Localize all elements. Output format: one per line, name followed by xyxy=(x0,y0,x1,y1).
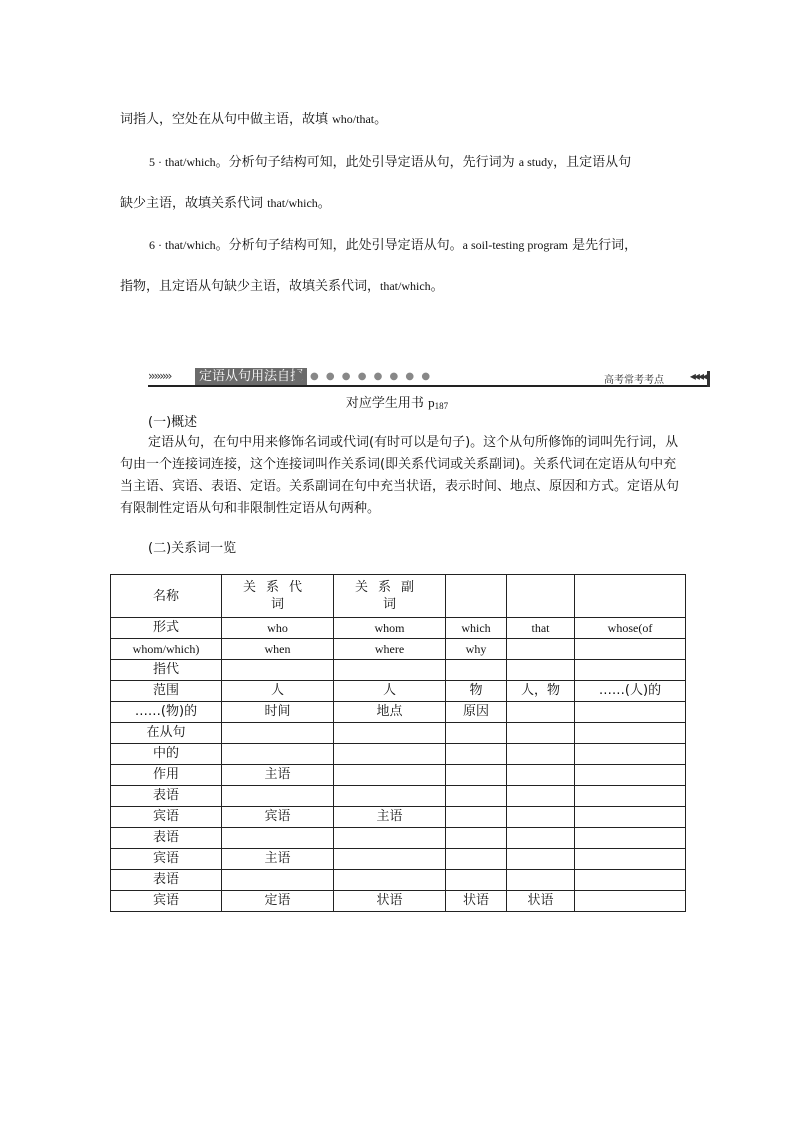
answer-item-5 xyxy=(149,151,631,170)
table-cell: 原因 xyxy=(446,702,507,723)
table-row xyxy=(111,765,686,786)
reference-p: p xyxy=(428,395,435,410)
table-cell xyxy=(575,891,686,912)
table-cell: 作用 xyxy=(111,765,222,786)
answer-item-6-text2: 是先行词， xyxy=(567,238,638,253)
table-cell: 宾语 xyxy=(111,891,222,912)
table-cell: 指代 xyxy=(111,660,222,681)
table-cell: 主语 xyxy=(222,765,334,786)
table-row xyxy=(111,660,686,681)
table-cell xyxy=(222,723,334,744)
table-row xyxy=(111,702,686,723)
table-cell: 表语 xyxy=(111,828,222,849)
answer-item-6 xyxy=(149,234,637,253)
table-cell: why xyxy=(446,639,507,660)
answer-item-5-line-2-cn: 缺少主语，故填关系代词 xyxy=(120,196,268,211)
table-cell xyxy=(507,639,575,660)
table-cell: 在从句 xyxy=(111,723,222,744)
section-1-heading: (一)概述 xyxy=(148,415,198,430)
table-cell: whose(of xyxy=(575,618,686,639)
table-cell: where xyxy=(334,639,446,660)
table-cell xyxy=(334,765,446,786)
answer-line-1-cn: 词指人，空处在从句中做主语，故填 xyxy=(120,112,333,127)
table-cell: 表语 xyxy=(111,870,222,891)
answer-item-5-line-2 xyxy=(120,192,331,211)
table-cell xyxy=(446,828,507,849)
table-cell xyxy=(334,744,446,765)
table-cell xyxy=(575,765,686,786)
banner-end-bar xyxy=(707,371,710,387)
table-cell xyxy=(222,870,334,891)
table-row xyxy=(111,723,686,744)
table-cell xyxy=(507,786,575,807)
answer-item-6-text: 。分析句子结构可知，此处引导定语从句。 xyxy=(215,238,463,253)
table-cell xyxy=(575,660,686,681)
answer-line-1 xyxy=(120,108,387,127)
table-cell: when xyxy=(222,639,334,660)
table-cell: whom xyxy=(334,618,446,639)
table-cell xyxy=(507,702,575,723)
table-cell: 人 xyxy=(334,681,446,702)
table-cell xyxy=(507,828,575,849)
table-cell xyxy=(507,744,575,765)
table-cell xyxy=(334,723,446,744)
table-cell: that xyxy=(507,618,575,639)
table-cell xyxy=(575,870,686,891)
table-cell xyxy=(507,660,575,681)
banner-title: 定语从句用法自探 xyxy=(195,368,307,385)
answer-line-1-end: 。 xyxy=(374,112,388,127)
table-cell xyxy=(334,786,446,807)
section-2-heading: (二)关系词一览 xyxy=(148,541,237,556)
answer-item-6-line-2-en: that/which xyxy=(380,279,431,293)
table-header-cell xyxy=(575,575,686,618)
section-banner xyxy=(148,368,710,388)
table-cell: 宾语 xyxy=(111,849,222,870)
table-cell xyxy=(507,870,575,891)
chevron-left-icon: ◂◂◂◂ xyxy=(689,369,706,383)
table-cell xyxy=(334,870,446,891)
answer-item-5-text2: ，且定语从句 xyxy=(553,155,632,170)
table-cell xyxy=(446,744,507,765)
table-cell: 人，物 xyxy=(507,681,575,702)
table-cell xyxy=(222,786,334,807)
table-cell: 范围 xyxy=(111,681,222,702)
table-cell xyxy=(575,723,686,744)
table-row xyxy=(111,681,686,702)
table-cell: 宾语 xyxy=(111,807,222,828)
answer-line-1-en: who/that xyxy=(332,112,375,126)
table-header-cell: 名称 xyxy=(111,575,222,618)
chevron-right-icon: ›››››››› xyxy=(148,369,171,383)
student-book-reference xyxy=(0,392,794,411)
banner-right-label: 高考常考考点 xyxy=(604,375,664,386)
table-cell: ……(人)的 xyxy=(575,681,686,702)
table-cell xyxy=(507,849,575,870)
table-header-cell: 关系副 词 xyxy=(334,575,446,618)
section-1-body: 定语从句，在句中用来修饰名词或代词(有时可以是句子)。这个从句所修饰的词叫先行词，从句由一个连接词连接，这个连接词叫作关系词(即关系代词或关系副词)。关系代词在定语从句中充当主语、宾语、表语、定语。关系副词在句中充当状语，表示时间、地点、原因和方式。定语从句有限制性定语从句和非限制性定语从句两种。 xyxy=(120,435,680,516)
banner-arrow-tail xyxy=(295,368,306,385)
table-row xyxy=(111,891,686,912)
table-cell xyxy=(575,744,686,765)
table-cell: 人 xyxy=(222,681,334,702)
table-cell: 形式 xyxy=(111,618,222,639)
table-cell xyxy=(334,660,446,681)
table-cell xyxy=(334,828,446,849)
table-row xyxy=(111,828,686,849)
table-row xyxy=(111,618,686,639)
table-row xyxy=(111,744,686,765)
answer-item-6-line-2-end: 。 xyxy=(430,279,444,294)
table-cell: 物 xyxy=(446,681,507,702)
table-cell xyxy=(446,786,507,807)
table-cell: 地点 xyxy=(334,702,446,723)
table-cell: 状语 xyxy=(507,891,575,912)
table-cell: 时间 xyxy=(222,702,334,723)
table-cell xyxy=(222,828,334,849)
answer-item-6-en: a soil-testing program xyxy=(462,238,568,252)
table-cell xyxy=(507,723,575,744)
table-cell: 主语 xyxy=(334,807,446,828)
table-cell: 状语 xyxy=(446,891,507,912)
table-header-cell xyxy=(507,575,575,618)
table-row xyxy=(111,870,686,891)
table-cell xyxy=(222,660,334,681)
answer-item-5-line-2-end: 。 xyxy=(317,196,331,211)
reference-page: 187 xyxy=(434,401,449,411)
table-cell xyxy=(446,807,507,828)
table-cell xyxy=(446,765,507,786)
table-cell: whom/which) xyxy=(111,639,222,660)
table-cell xyxy=(575,786,686,807)
table-cell: 状语 xyxy=(334,891,446,912)
table-cell xyxy=(575,639,686,660)
table-header-cell: 关系代 词 xyxy=(222,575,334,618)
table-cell: ……(物)的 xyxy=(111,702,222,723)
table-cell xyxy=(507,807,575,828)
table-cell xyxy=(575,849,686,870)
table-row xyxy=(111,849,686,870)
table-row xyxy=(111,786,686,807)
table-header-row xyxy=(111,575,686,618)
answer-item-5-line-2-en: that/which xyxy=(267,196,318,210)
answer-item-5-en: a study xyxy=(518,155,554,169)
table-cell xyxy=(446,660,507,681)
dots-icon: ● ● ● ● ● ● ● ● xyxy=(310,371,433,382)
answer-item-5-number: 5 · that/which xyxy=(149,155,216,169)
table-cell: who xyxy=(222,618,334,639)
table-cell xyxy=(575,828,686,849)
relative-words-table xyxy=(110,574,686,912)
table-row xyxy=(111,639,686,660)
answer-item-5-text: 。分析句子结构可知，此处引导定语从句，先行词为 xyxy=(215,155,519,170)
table-cell: 表语 xyxy=(111,786,222,807)
table-cell xyxy=(334,849,446,870)
answer-item-6-number: 6 · that/which xyxy=(149,238,216,252)
table-cell: 宾语 xyxy=(222,807,334,828)
table-cell xyxy=(575,807,686,828)
table-cell xyxy=(507,765,575,786)
table-cell xyxy=(575,702,686,723)
reference-prefix: 对应学生用书 xyxy=(345,396,429,411)
answer-item-6-line-2 xyxy=(120,275,444,294)
table-header-cell xyxy=(446,575,507,618)
table-cell xyxy=(222,744,334,765)
table-cell: 定语 xyxy=(222,891,334,912)
table-cell: 主语 xyxy=(222,849,334,870)
table-cell: which xyxy=(446,618,507,639)
table-cell xyxy=(446,870,507,891)
table-row xyxy=(111,807,686,828)
table-cell xyxy=(446,723,507,744)
answer-item-6-line-2-cn: 指物，且定语从句缺少主语，故填关系代词， xyxy=(120,279,381,294)
table-cell: 中的 xyxy=(111,744,222,765)
table-cell xyxy=(446,849,507,870)
